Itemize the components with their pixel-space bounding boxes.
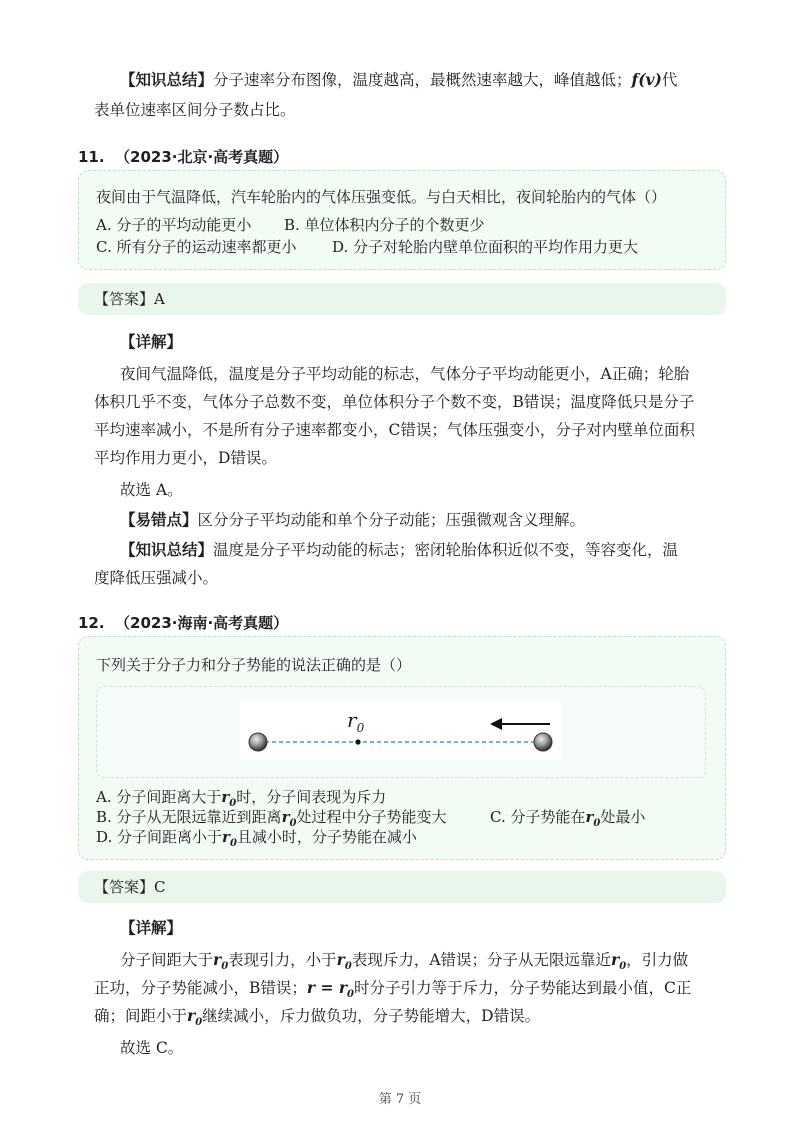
q11-detail-line1: 夜间气温降低，温度是分子平均动能的标志，气体分子平均动能更小，A正确；轮胎 bbox=[120, 365, 690, 383]
q11-option-c: C. 所有分子的运动速率都更小 bbox=[96, 238, 297, 256]
summary-tag: 【知识总结】 bbox=[120, 70, 214, 89]
page-number: 第 7 页 bbox=[378, 1092, 422, 1107]
q12-option-c: C. 分子势能在$r_0$处最小 bbox=[490, 808, 646, 829]
q12-detail-tag: 【详解】 bbox=[120, 918, 183, 937]
q12-answer-bar: 【答案】C bbox=[78, 871, 726, 903]
q12-detail-line2: 正功，分子势能减小，B错误；$r = r_0$时分子引力等于斥力，分子势能达到最小值，C正 bbox=[94, 978, 692, 1001]
q11-option-b: B. 单位体积内分子的个数更少 bbox=[284, 216, 485, 234]
q11-option-d: D. 分子对轮胎内壁单位面积的平均作用力更大 bbox=[332, 238, 639, 256]
question-11-stem: 夜间由于气温降低，汽车轮胎内的气体压强变低。与白天相比，夜间轮胎内的气体（） bbox=[96, 188, 667, 206]
question-11-header: 11. （2023·北京·高考真题） bbox=[78, 148, 289, 166]
molecule-figure bbox=[240, 702, 562, 760]
top-summary-line2: 表单位速率区间分子数占比。 bbox=[94, 101, 296, 119]
q11-summary-line2: 度降低压强减小。 bbox=[94, 569, 219, 587]
q11-choose: 故选 A。 bbox=[120, 481, 183, 499]
q11-summary-line1: 【知识总结】温度是分子平均动能的标志；密闭轮胎体积近似不变，等容变化，温 bbox=[120, 540, 679, 559]
r0-point bbox=[355, 739, 360, 744]
q12-option-a: A. 分子间距离大于$r_0$时，分子间表现为斥力 bbox=[96, 788, 387, 809]
top-summary-line1: 【知识总结】分子速率分布图像，温度越高，最概然速率越大，峰值越低；f(v)代 bbox=[120, 70, 678, 89]
f-v-symbol: f(v) bbox=[631, 70, 662, 89]
left-molecule bbox=[249, 733, 267, 751]
figure-r0-label: $r_0$ bbox=[347, 708, 365, 735]
q12-option-b: B. 分子从无限远靠近到距离$r_0$处过程中分子势能变大 bbox=[96, 808, 447, 829]
molecule-diagram bbox=[240, 702, 562, 760]
q11-pitfall: 【易错点】区分分子平均动能和单个分子动能；压强微观含义理解。 bbox=[120, 510, 586, 529]
q11-option-a: A. 分子的平均动能更小 bbox=[96, 216, 252, 234]
q12-choose: 故选 C。 bbox=[120, 1039, 184, 1057]
q12-detail-line3: 确；间距小于$r_0$继续减小，斥力做负功，分子势能增大，D错误。 bbox=[94, 1006, 541, 1029]
question-12-stem: 下列关于分子力和分子势能的说法正确的是（） bbox=[96, 656, 412, 674]
q11-detail-tag: 【详解】 bbox=[120, 332, 183, 351]
q11-answer-bar: 【答案】A bbox=[78, 283, 726, 315]
question-12-header: 12. （2023·海南·高考真题） bbox=[78, 614, 289, 632]
q12-detail-line1: 分子间距大于$r_0$表现引力，小于$r_0$表现斥力，A错误；分子从无限远靠近$r_0$，引力做 bbox=[120, 950, 689, 973]
arrow-head-icon bbox=[490, 718, 502, 730]
q11-detail-line2: 体积几乎不变，气体分子总数不变，单位体积分子个数不变，B错误；温度降低只是分子 bbox=[94, 393, 695, 411]
q12-option-d: D. 分子间距离小于$r_0$且减小时，分子势能在减小 bbox=[96, 828, 417, 849]
q11-detail-line4: 平均作用力更小，D错误。 bbox=[94, 449, 277, 467]
q11-detail-line3: 平均速率减小，不是所有分子速率都变小，C错误；气体压强变小，分子对内壁单位面积 bbox=[94, 421, 695, 439]
right-molecule bbox=[534, 733, 552, 751]
